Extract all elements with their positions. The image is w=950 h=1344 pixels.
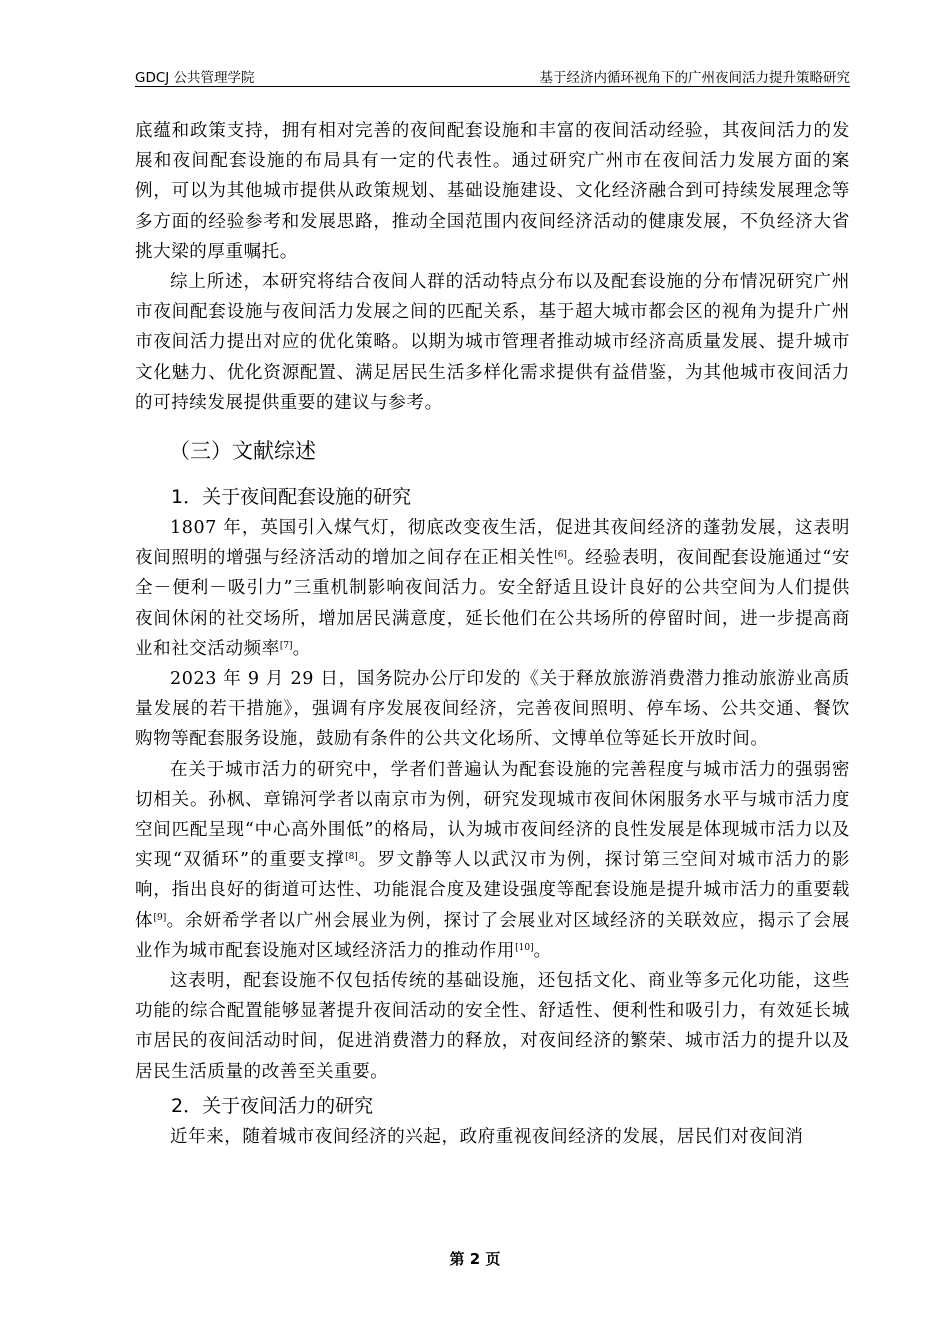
paragraph-4: 2023 年 9 月 29 日，国务院办公厅印发的《关于释放旅游消费潜力推动旅游业高质量发展的若干措施》，强调有序发展夜间经济，完善夜间照明、停车场、公共交通、餐饮购物等配套服务设施，鼓励有条件的公共文化场所、文博单位等延长开放时间。 [135, 669, 850, 750]
paragraph-3-text-a: 1807 年，英国引入煤气灯，彻底改变夜生活，促进其夜间经济的蓬勃发展，这表明夜间照明的增强与经济活动的增加之间存在正相关性 [135, 518, 850, 569]
paragraph-2: 综上所述，本研究将结合夜间人群的活动特点分布以及配套设施的分布情况研究广州市夜间配套设施与夜间活力发展之间的匹配关系，基于超大城市都会区的视角为提升广州市夜间活力提出对应的优化策略。以期为城市管理者推动城市经济高质量发展、提升城市文化魅力、优化资源配置、满足居民生活多样化需求提供有益借鉴，为其他城市夜间活力的可持续发展提供重要的建议与参考。 [135, 272, 850, 413]
page-header [135, 66, 850, 86]
header-paper-title: 基于经济内循环视角下的广州夜间活力提升策略研究 [539, 70, 850, 86]
subheading-night-vitality: 2．关于夜间活力的研究 [171, 1094, 374, 1117]
citation-7[interactable]: [7] [279, 640, 293, 651]
header-divider [135, 86, 850, 87]
document-body [135, 116, 850, 1152]
paragraph-5-text-a: 在关于城市活力的研究中，学者们普遍认为配套设施的完善程度与城市活力的强弱密切相关。孙枫、章锦河学者以南京市为例，研究发现城市夜间休闲服务水平与城市活力度空间匹配呈现“中心高外围低”的格局，认为城市夜间经济的良性发展是体现城市活力以及实现“双循环”的重要支撑 [135, 759, 850, 871]
paragraph-5-text-c: 。余妍希学者以广州会展业为例，探讨了会展业对区域经济的关联效应，揭示了会展业作为城市配套设施对区域经济活力的推动作用 [135, 910, 850, 961]
citation-9[interactable]: [9] [153, 912, 167, 923]
citation-8[interactable]: [8] [345, 852, 358, 863]
paragraph-3 [135, 513, 850, 664]
subheading-night-facilities: 1．关于夜间配套设施的研究 [171, 486, 412, 509]
paragraph-5-text-b: 。罗文静等人以武汉市为例，探讨第三空间对城市活力的影响，指出良好的街道可达性、功能混合度及建设强度等配套设施是提升城市活力的重要载体 [135, 850, 850, 931]
paragraph-5-text-d: 。 [533, 940, 552, 961]
page-number: 第 2 页 [449, 1250, 501, 1268]
paragraph-7: 近年来，随着城市夜间经济的兴起，政府重视夜间经济的发展，居民们对夜间消 [170, 1126, 804, 1147]
paragraph-1: 底蕴和政策支持，拥有相对完善的夜间配套设施和丰富的夜间活动经验，其夜间活力的发展和夜间配套设施的布局具有一定的代表性。通过研究广州市在夜间活力发展方面的案例，可以为其他城市提供从政策规划、基础设施建设、文化经济融合到可持续发展理念等多方面的经验参考和发展思路，推动全国范围内夜间经济活动的健康发展，不负经济大省挑大梁的厚重嘱托。 [135, 121, 850, 262]
citation-10[interactable]: [10] [515, 942, 534, 953]
section-heading-literature-review: （三）文献综述 [169, 439, 316, 464]
paragraph-5 [135, 755, 850, 966]
citation-6[interactable]: [6] [554, 550, 567, 561]
paragraph-3-text-b: 。经验表明，夜间配套设施通过“安全－便利－吸引力”三重机制影响夜间活力。安全舒适且设计良好的公共空间为人们提供夜间休闲的社交场所，增加居民满意度，延长他们在公共场所的停留时间，进一步提高商业和社交活动频率 [135, 548, 850, 659]
header-institution: GDCJ 公共管理学院 [135, 70, 255, 86]
paragraph-3-text-c: 。 [292, 638, 311, 659]
paragraph-6: 这表明，配套设施不仅包括传统的基础设施，还包括文化、商业等多元化功能，这些功能的综合配置能够显著提升夜间活动的安全性、舒适性、便利性和吸引力，有效延长城市居民的夜间活动时间，促进消费潜力的释放，对夜间经济的繁荣、城市活力的提升以及居民生活质量的改善至关重要。 [135, 971, 850, 1082]
